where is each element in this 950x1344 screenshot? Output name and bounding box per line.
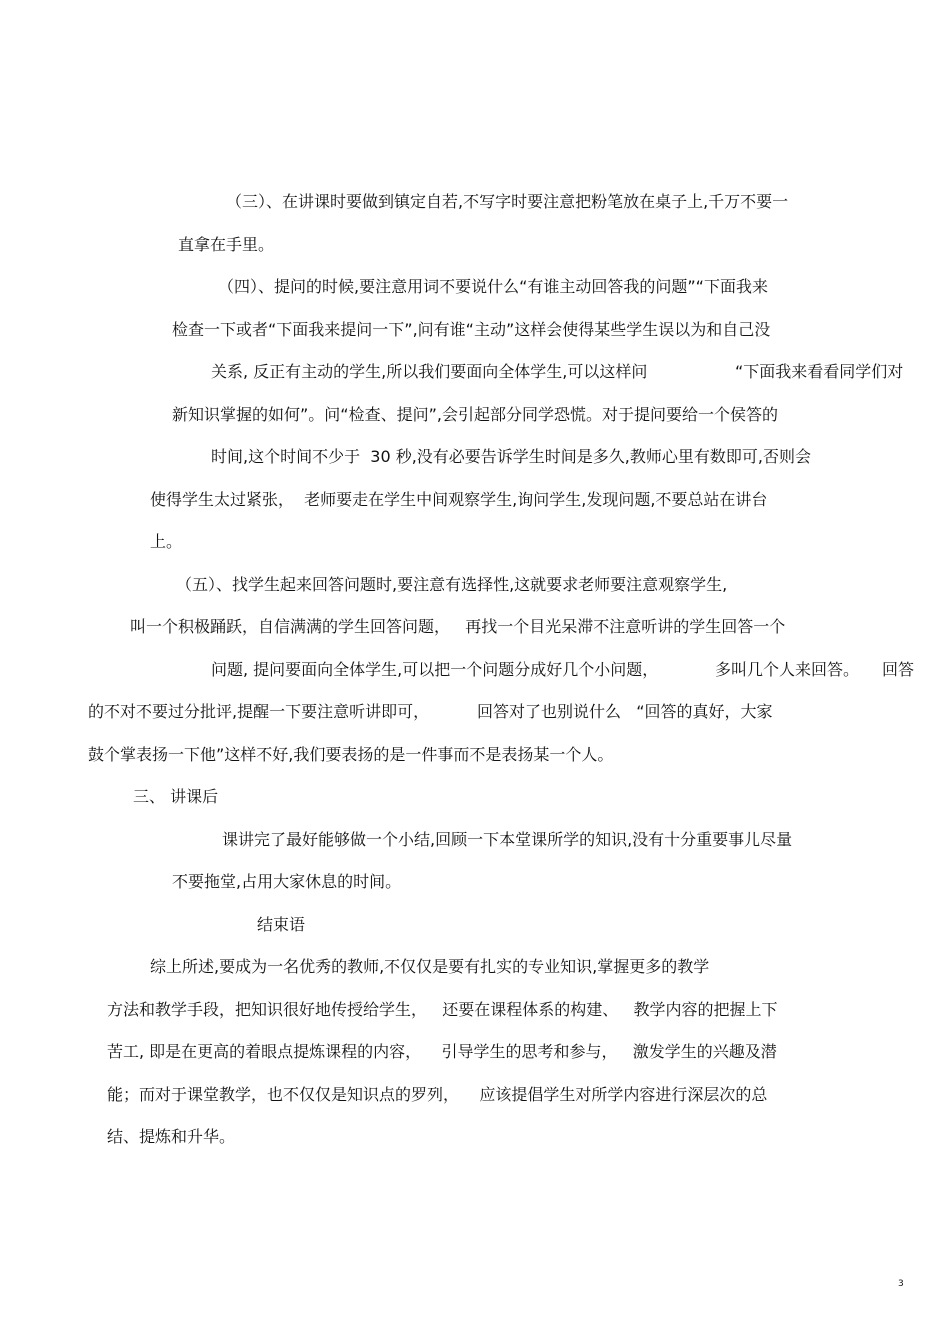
section-heading: 三、 讲课后 xyxy=(133,787,219,806)
text-line: 新知识掌握的如何”。问“检查、提问”,会引起部分同学恐慌。对于提问要给一个侯答的 xyxy=(172,405,778,424)
text-line: 鼓个掌表扬一下他”这样不好,我们要表扬的是一件事而不是表扬某一个人。 xyxy=(88,745,614,764)
text-line: 问题, 提问要面向全体学生,可以把一个问题分成好几个小问题， xyxy=(211,660,659,679)
page-number: 3 xyxy=(898,1279,904,1289)
text-line: 多叫几个人来回答。 xyxy=(715,660,860,679)
text-line: （三）、在讲课时要做到镇定自若,不写字时要注意把粉笔放在桌子上,千万不要一 xyxy=(226,192,789,211)
text-line: 方法和教学手段，把知识很好地传授给学生， 还要在课程体系的构建、 教学内容的把握上下 xyxy=(107,1000,778,1019)
text-line: （四）、提问的时候,要注意用词不要说什么“有谁主动回答我的问题”“下面我来 xyxy=(218,277,768,296)
text-line: 的不对不要过分批评,提醒一下要注意听讲即可， xyxy=(88,702,430,721)
text-line: 使得学生太过紧张， 老师要走在学生中间观察学生,询问学生,发现问题,不要总站在讲台 xyxy=(150,490,768,509)
text-line: 时间,这个时间不少于 30 秒,没有必要告诉学生时间是多久,教师心里有数即可,否则会 xyxy=(211,447,811,466)
text-line: 回答 xyxy=(882,660,915,679)
text-line: 上。 xyxy=(150,532,183,551)
text-line: 能；而对于课堂教学，也不仅仅是知识点的罗列， 应该提倡学生对所学内容进行深层次的总 xyxy=(107,1085,768,1104)
text-line: 检查一下或者“下面我来提问一下”,问有谁“主动”这样会使得某些学生误以为和自己没 xyxy=(172,320,771,339)
text-line: 综上所述,要成为一名优秀的教师,不仅仅是要有扎实的专业知识,掌握更多的教学 xyxy=(150,957,710,976)
text-line: “下面我来看看同学们对 xyxy=(735,362,904,381)
text-line: 回答对了也别说什么 “回答的真好，大家 xyxy=(477,702,773,721)
text-line: 课讲完了最好能够做一个小结,回顾一下本堂课所学的知识,没有十分重要事儿尽量 xyxy=(222,830,793,849)
text-line: 直拿在手里。 xyxy=(178,235,275,254)
section-heading: 结束语 xyxy=(257,915,306,934)
text-line: 不要拖堂,占用大家休息的时间。 xyxy=(172,872,402,891)
text-line: 关系, 反正有主动的学生,所以我们要面向全体学生,可以这样问 xyxy=(211,362,648,381)
text-line: 苦工, 即是在更高的着眼点提炼课程的内容， 引导学生的思考和参与， 激发学生的兴趣及潜 xyxy=(107,1042,777,1061)
text-line: 叫一个积极踊跃，自信满满的学生回答问题， 再找一个目光呆滞不注意听讲的学生回答一个 xyxy=(130,617,786,636)
text-line: 结、提炼和升华。 xyxy=(107,1127,236,1146)
text-line: （五）、找学生起来回答问题时,要注意有选择性,这就要求老师要注意观察学生, xyxy=(176,575,728,594)
